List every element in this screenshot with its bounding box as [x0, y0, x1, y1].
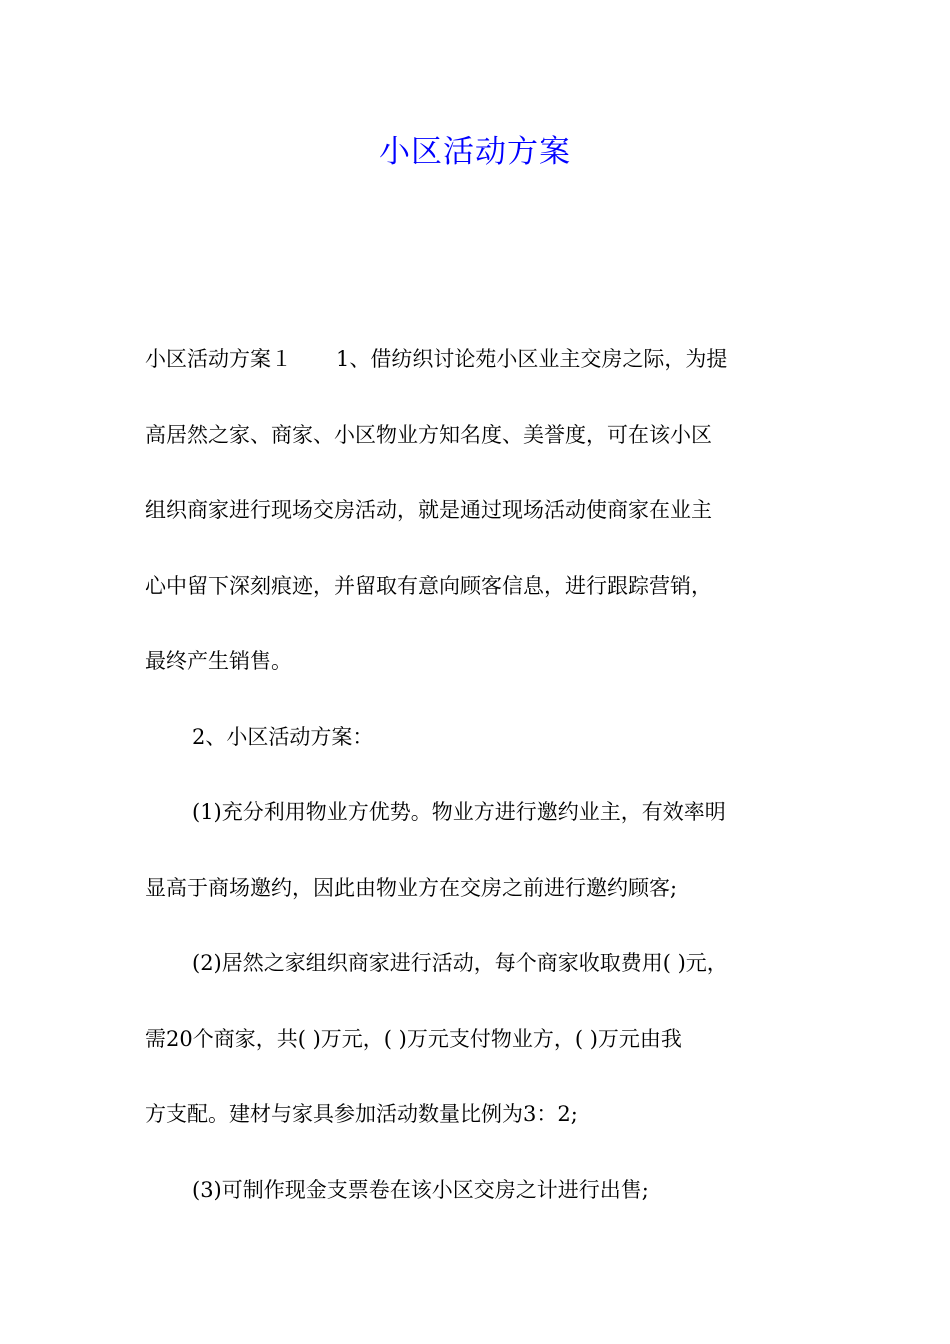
paragraph-line: 高居然之家、商家、小区物业方知名度、美誉度，可在该小区 — [145, 422, 712, 447]
section-heading: 小区活动方案１ — [145, 347, 292, 371]
paragraph-line: 需20个商家，共( )万元，( )万元支付物业方，( )万元由我 — [145, 1026, 682, 1051]
paragraph-line: 心中留下深刻痕迹，并留取有意向顾客信息，进行跟踪营销， — [145, 573, 712, 598]
paragraph-line: (1)充分利用物业方优势。物业方进行邀约业主，有效率明 — [192, 800, 726, 824]
paragraph-line — [145, 322, 810, 398]
paragraph-line: 最终产生销售。 — [145, 649, 292, 673]
paragraph-line: 方支配。建材与家具参加活动数量比例为3：2; — [145, 1102, 578, 1126]
paragraph-line: (3)可制作现金支票卷在该小区交房之计进行出售; — [192, 1177, 649, 1202]
paragraph-line: 组织商家进行现场交房活动，就是通过现场活动使商家在业主 — [145, 498, 712, 522]
document-title: 小区活动方案 — [379, 134, 571, 170]
paragraph-line: 显高于商场邀约，因此由物业方在交房之前进行邀约顾客; — [145, 875, 678, 900]
paragraph-line: (2)居然之家组织商家进行活动，每个商家收取费用( )元， — [192, 951, 728, 975]
paragraph-text: 1、借纺织讨论苑小区业主交房之际，为提 — [336, 347, 728, 371]
document-body — [145, 322, 810, 1228]
paragraph-line: 2、小区活动方案： — [192, 724, 374, 749]
